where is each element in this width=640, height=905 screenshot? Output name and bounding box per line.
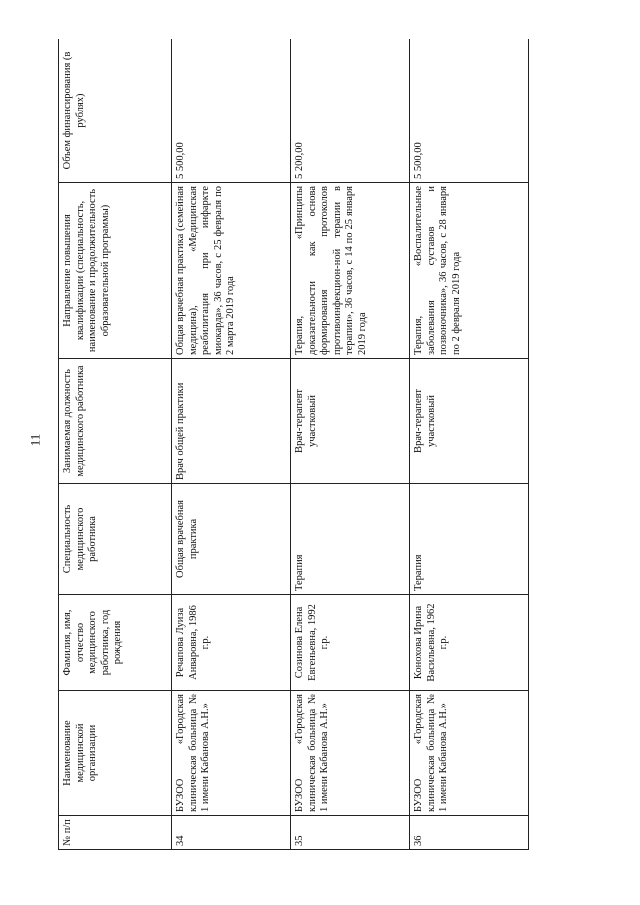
cell-person: Созинова Елена Евгеньевна, 1992 г.р.: [291, 595, 410, 691]
header-program: Направление повышения квалификации (специальность, наименование и продолжительность образовательной программы): [59, 183, 172, 359]
header-amount: Объем финансирования (в рублях): [59, 39, 172, 183]
cell-organization: БУЗОО «Городская клиническая больница № 1 имени Кабанова А.Н.»: [410, 691, 529, 816]
page-number: 11: [27, 433, 42, 447]
header-number: № п/п: [59, 816, 172, 850]
cell-amount: 5 200,00: [291, 39, 410, 183]
cell-specialty: Общая врачебная практика: [172, 484, 291, 595]
cell-amount: 5 500,00: [172, 39, 291, 183]
training-funding-table: [58, 39, 529, 850]
cell-program: Терапия, «Принципы доказательности как основа формирования протоколов противоинфекцион-ной терапии в терапии», 36 часов, с 14 по 25 января 2019 года: [291, 183, 410, 359]
cell-amount: 5 500,00: [410, 39, 529, 183]
rotated-table-inner: [58, 39, 531, 850]
table-row: [410, 39, 529, 850]
cell-number: 36: [410, 816, 529, 850]
cell-person: Конохова Ирина Васильевна, 1962 г.р.: [410, 595, 529, 691]
cell-organization: БУЗОО «Городская клиническая больница № 1 имени Кабанова А.Н.»: [291, 691, 410, 816]
cell-program: Общая врачебная практика (семейная медицина), «Медицинская реабилитация при инфаркте миокарда», 36 часов, с 25 февраля по 2 марта 2019 года: [172, 183, 291, 359]
table-row: [291, 39, 410, 850]
cell-position: Врач общей практики: [172, 359, 291, 484]
header-specialty: Специальность медицинского работника: [59, 484, 172, 595]
cell-specialty: Терапия: [291, 484, 410, 595]
header-person: Фамилия, имя, отчество медицинского работника, год рождения: [59, 595, 172, 691]
rotated-table-container: [58, 39, 531, 850]
cell-organization: БУЗОО «Городская клиническая больница № 1 имени Кабанова А.Н.»: [172, 691, 291, 816]
table-header-row: [59, 39, 172, 850]
table-row: [172, 39, 291, 850]
header-organization: Наименование медицинской организации: [59, 691, 172, 816]
cell-number: 34: [172, 816, 291, 850]
cell-number: 35: [291, 816, 410, 850]
cell-program: Терапия, «Воспалительные заболевания суставов и позвоночника», 36 часов, с 28 января по 2 февраля 2019 года: [410, 183, 529, 359]
cell-position: Врач-терапевт участковый: [291, 359, 410, 484]
cell-position: Врач-терапевт участковый: [410, 359, 529, 484]
cell-specialty: Терапия: [410, 484, 529, 595]
header-position: Занимаемая должность медицинского работника: [59, 359, 172, 484]
cell-person: Речапова Луиза Анваровна, 1986 г.р.: [172, 595, 291, 691]
